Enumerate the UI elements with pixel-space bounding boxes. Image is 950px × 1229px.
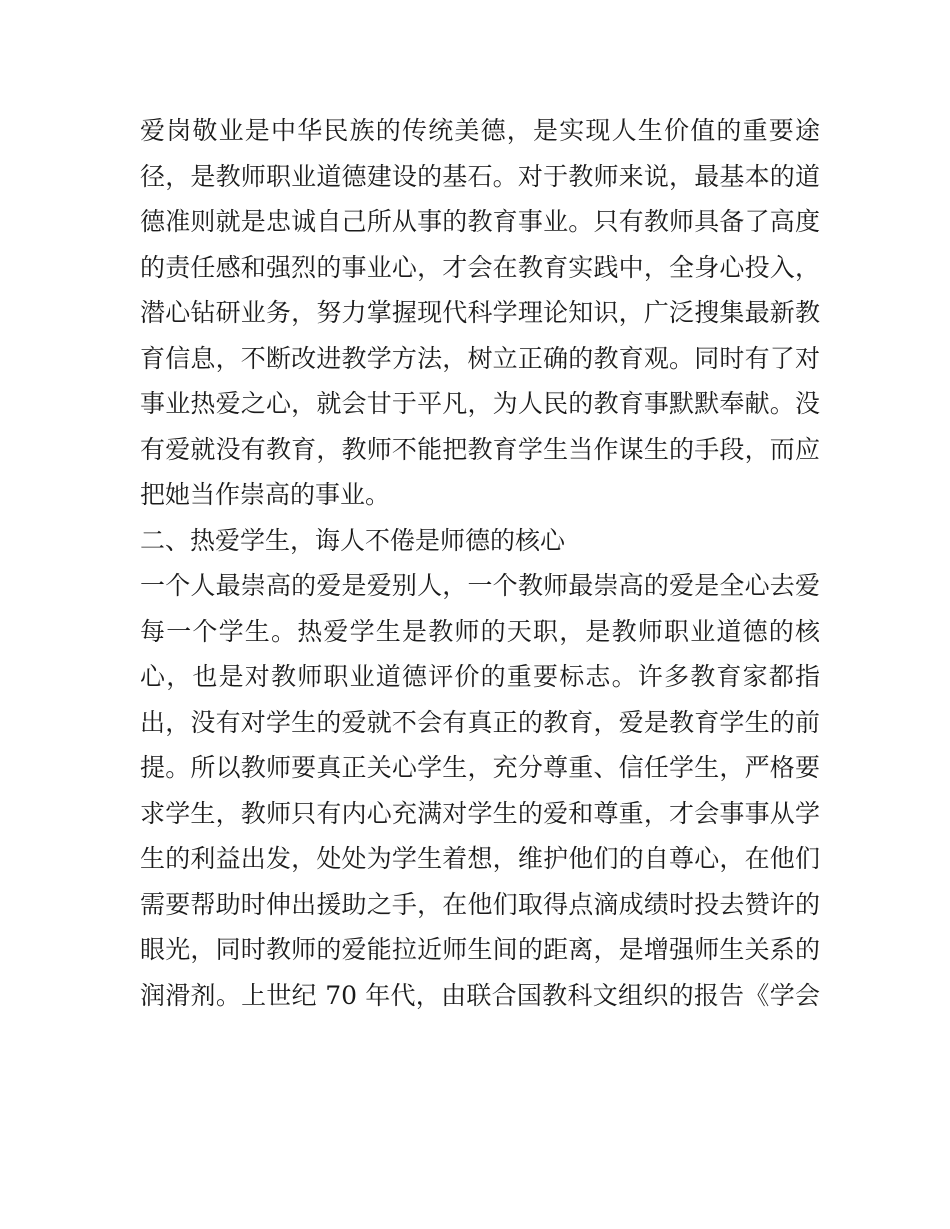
section-heading: 二、热爱学生，诲人不倦是师德的核心: [140, 525, 566, 555]
text-line: 有爱就没有教育，教师不能把教育学生当作谋生的手段，而应: [140, 434, 820, 464]
body-text: [140, 108, 820, 1018]
text-line: 潜心钻研业务，努力掌握现代科学理论知识，广泛搜集最新教: [140, 298, 820, 327]
text-line: 径，是教师职业道德建设的基石。对于教师来说，最基本的道: [140, 161, 820, 191]
text-line: 眼光，同时教师的爱能拉近师生间的距离，是增强师生关系的: [140, 935, 820, 964]
text-line: 的责任感和强烈的事业心，才会在教育实践中，全身心投入，: [140, 252, 820, 282]
text-line: 一个人最崇高的爱是爱别人，一个教师最崇高的爱是全心去爱: [140, 571, 820, 600]
text-line: 需要帮助时伸出援助之手，在他们取得点滴成绩时投去赞许的: [140, 889, 820, 919]
text-line: 求学生，教师只有内心充满对学生的爱和尊重，才会事事从学: [140, 798, 820, 828]
text-line: 爱岗敬业是中华民族的传统美德，是实现人生价值的重要途: [140, 116, 820, 145]
text-line: 德准则就是忠诚自己所从事的教育事业。只有教师具备了高度: [140, 207, 820, 236]
text-line: 心，也是对教师职业道德评价的重要标志。许多教育家都指: [140, 662, 820, 691]
text-line: 育信息，不断改进教学方法，树立正确的教育观。同时有了对: [140, 343, 820, 373]
text-line: 提。所以教师要真正关心学生，充分尊重、信任学生，严格要: [140, 753, 820, 782]
text-line: 润滑剂。上世纪 70 年代，由联合国教科文组织的报告《学会: [140, 980, 820, 1010]
text-line: 出，没有对学生的爱就不会有真正的教育，爱是教育学生的前: [140, 707, 820, 737]
text-line: 生的利益出发，处处为学生着想，维护他们的自尊心，在他们: [140, 844, 820, 873]
paragraph-end-line: 把她当作崇高的事业。: [140, 480, 391, 509]
text-line: 事业热爱之心，就会甘于平凡，为人民的教育事默默奉献。没: [140, 389, 820, 418]
text-line: 每一个学生。热爱学生是教师的天职，是教师职业道德的核: [140, 616, 820, 646]
